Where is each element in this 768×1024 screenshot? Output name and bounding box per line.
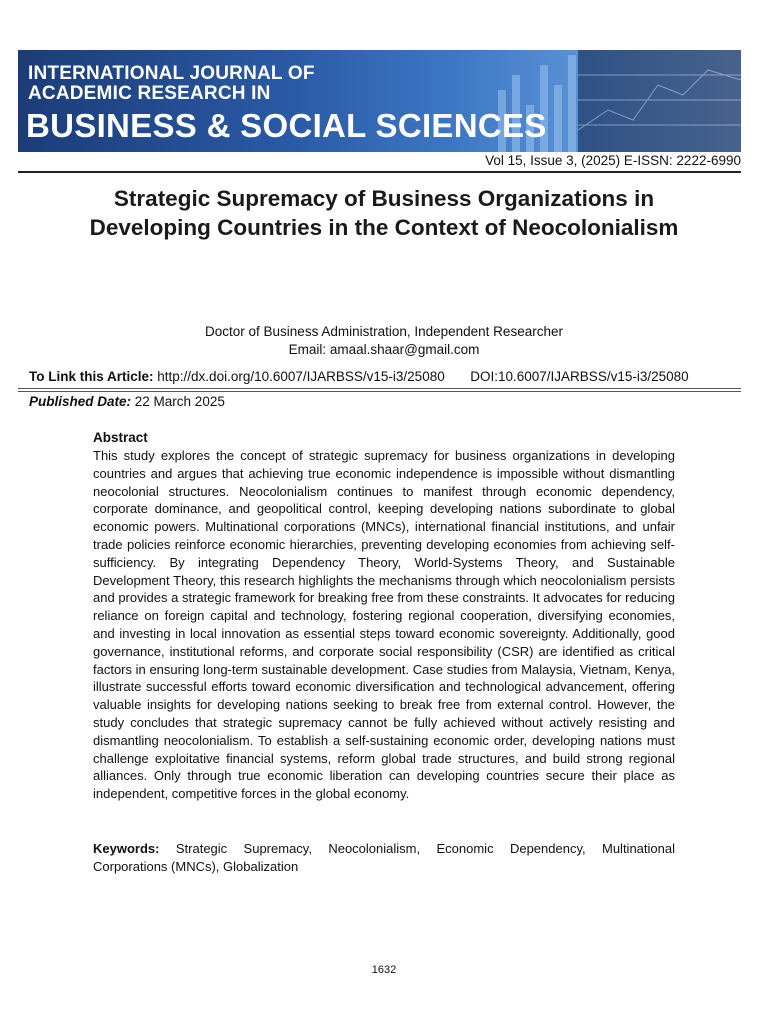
journal-name-line-3: BUSINESS & SOCIAL SCIENCES <box>26 107 547 144</box>
article-link-line <box>29 369 689 384</box>
published-label: Published Date: <box>29 394 132 409</box>
author-block <box>0 323 768 359</box>
keywords-list: Strategic Supremacy, Neocolonialism, Economic Dependency, Multinational Corporations (MNCs), Globalization <box>93 841 675 874</box>
link-label: To Link this Article: <box>29 369 154 384</box>
journal-banner <box>18 50 741 152</box>
keywords-line <box>93 840 675 876</box>
keywords-label: Keywords: <box>93 841 160 856</box>
volume-info: Vol 15, Issue 3, (2025) E-ISSN: 2222-6990 <box>485 153 741 168</box>
published-date: 22 March 2025 <box>134 394 225 409</box>
published-date-line <box>29 394 225 409</box>
article-doi[interactable]: DOI:10.6007/IJARBSS/v15-i3/25080 <box>470 369 689 384</box>
abstract-text: This study explores the concept of strategic supremacy for business organizations in developing countries and argues that achieving true economic independence is impossible without dismantling neocolonial structures. Neocolonialism continues to manifest through economic dependency, corporate dominance, and geopolitical control, keeping developing nations subordinate to global economic powers. Multinational corporations (MNCs), international financial institutions, and unfair trade policies reinforce economic hierarchies, preventing developing economies from achieving self-sufficiency. By integrating Dependency Theory, World-Systems Theory, and Sustainable Development Theory, this research highlights the mechanisms through which neocolonialism persists and provides a strategic framework for breaking free from these constraints. It advocates for reducing reliance on foreign capital and technology, fostering regional cooperation, diversifying economies, and investing in local innovation as essential steps toward economic sovereignty. Additionally, good governance, institutional reforms, and corporate social responsibility (CSR) are identified as critical factors in ensuring long-term sustainable development. Case studies from Malaysia, Vietnam, Kenya, illustrate successful efforts toward economic diversification and technological advancement, offering valuable insights for developing nations seeking to break free from external control. However, the study concludes that strategic supremacy cannot be fully achieved without actively resisting and dismantling neocolonialism. To establish a self-sustaining economic order, developing nations must challenge exploitative financial systems, reform global trade structures, and build strong regional alliances. Only through true economic liberation can developing countries secure their place as independent, competitive forces in the global economy. <box>93 448 675 802</box>
link-divider-top <box>18 388 741 389</box>
abstract-heading: Abstract <box>93 430 148 445</box>
article-title: Strategic Supremacy of Business Organizations in Developing Countries in the Context of Neocolonialism <box>89 186 679 240</box>
journal-name-line-1: INTERNATIONAL JOURNAL OF <box>28 63 315 84</box>
journal-name-line-2: ACADEMIC RESEARCH IN <box>28 83 271 104</box>
header-divider <box>18 171 741 173</box>
author-affiliation: Doctor of Business Administration, Independent Researcher <box>205 324 563 339</box>
article-link[interactable]: http://dx.doi.org/10.6007/IJARBSS/v15-i3/25080 <box>157 369 445 384</box>
page-number: 1632 <box>371 964 397 976</box>
link-divider-bottom <box>18 391 741 392</box>
author-email: Email: amaal.shaar@gmail.com <box>288 342 480 357</box>
